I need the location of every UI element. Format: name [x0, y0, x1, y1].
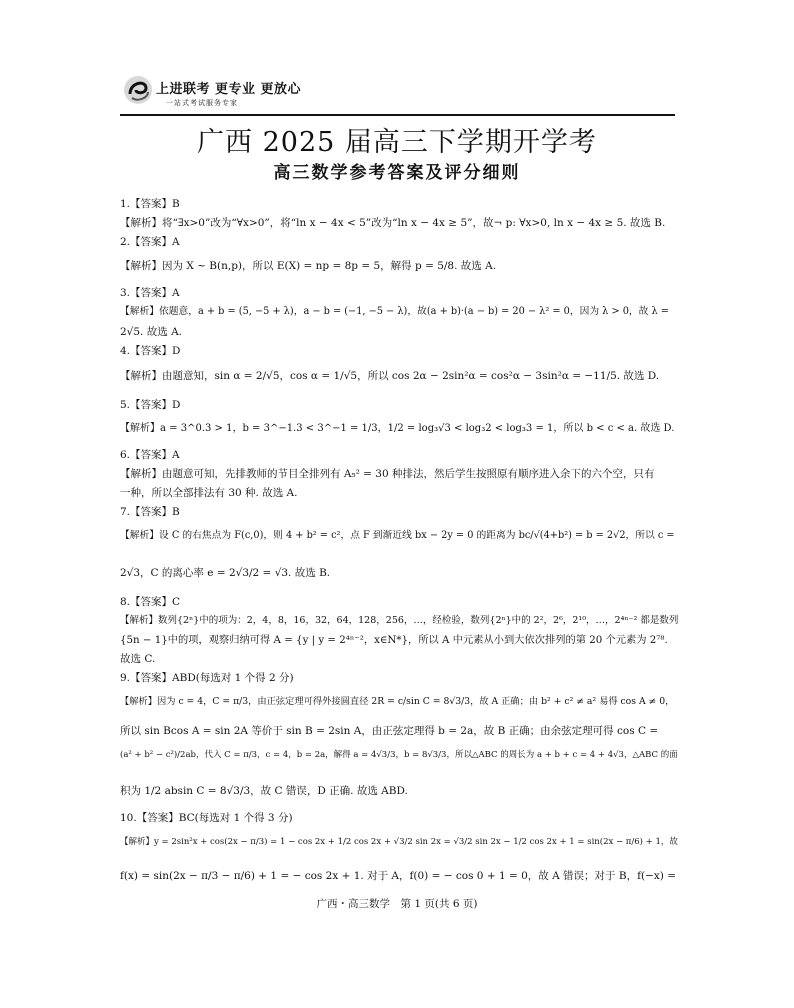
page-footer: 广西・高三数学 第 1 页(共 6 页) — [316, 898, 478, 910]
explanation-line: 【解析】a = 3^0.3 > 1，b = 3^−1.3 < 3^−1 = 1/3，1/2 = log₃√3 < log₃2 < log₃3 = 1，所以 b < c < a. 故选 D. — [120, 423, 675, 434]
explanation-line: 【解析】依题意，a + b = (5, −5 + λ)，a − b = (−1, −5 − λ)，故(a + b)·(a − b) = 20 − λ² = 0，因为 λ > 0，故 λ = — [120, 306, 669, 317]
answer-line: 1.【答案】B — [120, 198, 180, 210]
explanation-line: 【解析】因为 c = 4，C = π/3，由正弦定理可得外接圆直径 2R = c/sin C = 8√3/3，故 A 正确；由 b² + c² ≠ a² 易得 cos A ≠ 0， — [120, 696, 675, 707]
page-title: 广西 2025 届高三下学期开学考 — [197, 127, 597, 158]
explanation-line: 积为 1/2 absin C = 8√3/3，故 C 错误，D 正确. 故选 ABD. — [120, 785, 408, 797]
explanation-line: 【解析】因为 X ~ B(n,p)，所以 E(X) = np = 8p = 5，解得 p = 5/8. 故选 A. — [120, 260, 497, 272]
brand-logo — [122, 74, 302, 114]
explanation-line: f(x) = sin(2x − π/3 − π/6) + 1 = − cos 2x + 1. 对于 A，f(0) = − cos 0 + 1 = 0，故 A 错误；对于 B，f(−x) = — [120, 870, 677, 882]
answer-line: 3.【答案】A — [120, 287, 180, 299]
explanation-line: 【解析】由题意知，sin α = 2/√5，cos α = 1/√5，所以 cos 2α − 2sin²α = cos²α − 3sin²α = −11/5. 故选 D. — [120, 370, 660, 382]
explanation-line: 【解析】y = 2sin²x + cos(2x − π/3) = 1 − cos 2x + 1/2 cos 2x + √3/2 sin 2x = √3/2 sin 2x − 1/2 cos 2x + 1 = sin(2x − π/6) + 1，故 — [120, 837, 678, 847]
header-divider — [120, 114, 675, 116]
explanation-line: 一种，所以全部排法有 30 种. 故选 A. — [120, 487, 298, 499]
explanation-line: 所以 sin Bcos A = sin 2A 等价于 sin B = 2sin A，由正弦定理得 b = 2a，故 B 正确；由余弦定理可得 cos C = — [120, 725, 659, 737]
brand-title: 上进联考 更专业 更放心 — [156, 82, 302, 97]
answer-line: 8.【答案】C — [120, 596, 181, 608]
swirl-logo-icon — [122, 74, 154, 106]
answer-line: 5.【答案】D — [120, 399, 181, 411]
answer-line: 4.【答案】D — [120, 345, 181, 357]
answer-line: 2.【答案】A — [120, 236, 180, 248]
answer-line: 7.【答案】B — [120, 506, 180, 518]
answer-line: 9.【答案】ABD(每选对 1 个得 2 分) — [120, 672, 294, 684]
brand-slogan: 一站式考试服务专家 — [166, 99, 238, 107]
explanation-line: 故选 C. — [120, 653, 156, 665]
explanation-line: 【解析】设 C 的右焦点为 F(c,0)，则 4 + b² = c²，点 F 到渐近线 bx − 2y = 0 的距离为 bc/√(4+b²) = b = 2√2，所以 c = — [120, 530, 675, 541]
explanation-line: 【解析】由题意可知，先排教师的节目全排列有 A₅² = 30 种排法，然后学生按照原有顺序进入余下的六个空，只有 — [120, 468, 655, 480]
explanation-line: 【解析】数列{2ⁿ}中的项为：2，4，8，16，32，64，128，256，…，经检验，数列{2ⁿ}中的 2²，2⁶，2¹⁰，…，2⁴ⁿ⁻² 都是数列 — [120, 615, 679, 626]
answer-line: 10.【答案】BC(每选对 1 个得 3 分) — [120, 812, 293, 824]
explanation-line: 2√3，C 的离心率 e = 2√3/2 = √3. 故选 B. — [120, 567, 331, 579]
explanation-line: 【解析】将“∃x>0”改为“∀x>0”，将“ln x − 4x < 5”改为“ln x − 4x ≥ 5”，故¬ p: ∀x>0, ln x − 4x ≥ 5. 故选 B. — [120, 217, 666, 229]
explanation-line: 2√5. 故选 A. — [120, 326, 182, 338]
explanation-line: (a² + b² − c²)/2ab，代入 C = π/3，c = 4，b = 2a，解得 a = 4√3/3，b = 8√3/3，所以△ABC 的周长为 a + b + c = 4 + 4√3，△ABC 的面 — [120, 750, 678, 760]
explanation-line: {5n − 1}中的项，观察归纳可得 A = {y | y = 2⁴ⁿ⁻²，x∈N*}，所以 A 中元素从小到大依次排列的第 20 个元素为 2⁷⁸. — [120, 634, 668, 646]
page-subtitle: 高三数学参考答案及评分细则 — [273, 163, 521, 183]
answer-line: 6.【答案】A — [120, 449, 180, 461]
